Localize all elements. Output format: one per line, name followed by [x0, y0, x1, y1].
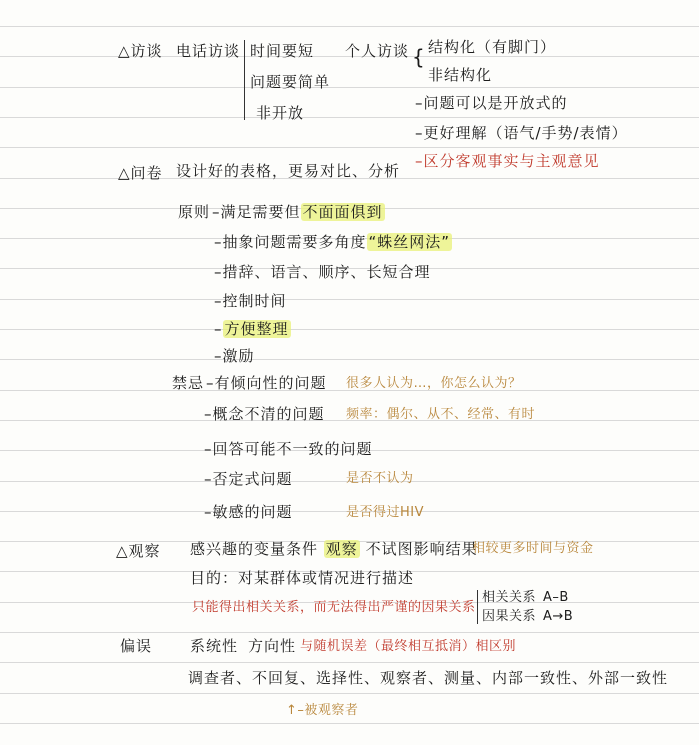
section-heading-questionnaire: △问卷: [118, 164, 163, 182]
phone-point-1: 时间要短: [250, 42, 315, 60]
phone-point-2: 问题要简单: [250, 73, 331, 91]
taboo-example: 很多人认为…，你怎么认为？: [346, 376, 522, 391]
bias-type-directional: 方向性: [248, 637, 297, 655]
observation-line: 感兴趣的变量条件 观察 不试图影响结果: [190, 540, 478, 558]
brace-personal: {: [412, 45, 426, 69]
observation-purpose: 目的：对某群体或情况进行描述: [190, 569, 415, 587]
brace-relations: [477, 590, 478, 624]
ruled-line: [0, 147, 699, 148]
ruled-line: [0, 723, 699, 724]
taboo-label: 禁忌: [172, 374, 205, 392]
taboo-item: –回答可能不一致的问题: [204, 440, 373, 458]
interview-note-1: –问题可以是开放式的: [415, 94, 568, 112]
taboo-item: –敏感的问题: [204, 503, 293, 521]
relation-causal-formula: A→B: [543, 609, 574, 624]
section-heading-bias: 偏误: [120, 637, 153, 655]
taboo-item: –否定式问题: [204, 470, 293, 488]
taboo-example: 频率：偶尔、从不、经常、有时: [346, 407, 536, 422]
ruled-line: [0, 299, 699, 300]
phone-interview-label: 电话访谈: [176, 42, 241, 60]
bias-compare-note: 与随机误差（最终相互抵消）相区别: [300, 639, 517, 654]
taboo-item: –概念不清的问题: [204, 405, 325, 423]
principle-item: –满足需要但 不面面俱到: [212, 203, 383, 221]
bias-sources: 调查者、不回复、选择性、观察者、测量、内部一致性、外部一致性: [188, 669, 669, 687]
personal-interview-label: 个人访谈: [345, 42, 410, 60]
questionnaire-desc: 设计好的表格，更易对比、分析: [176, 162, 401, 180]
bias-type-systematic: 系统性: [190, 637, 239, 655]
brace-phone: [244, 40, 245, 120]
interview-note-2: –更好理解（语气/手势/表情）: [415, 124, 628, 142]
interview-note-3: –区分客观事实与主观意见: [415, 152, 600, 170]
bias-arrow-note: ↑–被观察者: [286, 703, 359, 718]
observation-cost-note: 相较更多时间与资金: [472, 541, 594, 556]
taboo-example: 是否得过HIV: [346, 505, 425, 520]
section-heading-interview: △访谈: [118, 42, 163, 60]
principle-item: –抽象问题需要多角度 “蛛丝网法”: [214, 233, 451, 251]
phone-point-3: 非开放: [256, 104, 305, 122]
structured-item: 结构化（有脚门）: [428, 38, 557, 56]
principle-label: 原则: [178, 203, 211, 221]
principle-item: –措辞、语言、顺序、长短合理: [214, 263, 431, 281]
relation-causal: 因果关系: [482, 609, 537, 624]
principle-item: –控制时间: [214, 292, 287, 310]
ruled-line: [0, 87, 699, 88]
unstructured-item: 非结构化: [428, 66, 493, 84]
taboo-item: –有倾向性的问题: [206, 374, 327, 392]
relation-correlation: 相关关系: [482, 590, 537, 605]
taboo-example: 是否不认为: [346, 471, 414, 486]
ruled-line: [0, 662, 699, 663]
ruled-line: [0, 329, 699, 330]
ruled-line: [0, 117, 699, 118]
relation-correlation-formula: A–B: [543, 590, 569, 605]
ruled-line: [0, 359, 699, 360]
observation-conclusion: 只能得出相关关系，而无法得出严谨的因果关系: [192, 600, 476, 615]
principle-item: – 方便整理: [214, 320, 289, 338]
ruled-line: [0, 26, 699, 27]
ruled-line: [0, 693, 699, 694]
principle-item: –激励: [214, 347, 255, 365]
ruled-line: [0, 632, 699, 633]
section-heading-observation: △观察: [116, 542, 161, 560]
